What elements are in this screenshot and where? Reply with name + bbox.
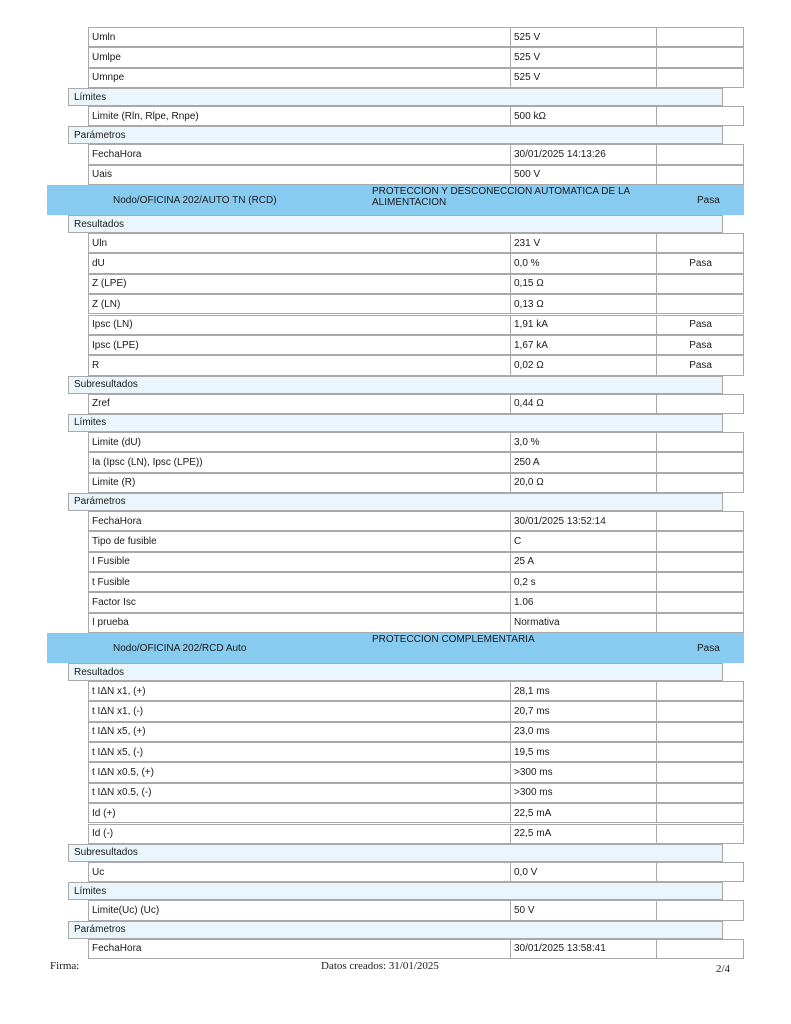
row-status [656, 803, 744, 823]
section-heading: Subresultados [68, 376, 723, 394]
signature-label: Firma: [50, 960, 80, 972]
row-status [656, 47, 744, 67]
row-label: t IΔN x0.5, (-) [88, 783, 511, 803]
row-status [656, 452, 744, 472]
test-result: Pasa [697, 642, 720, 654]
row-label: Uln [88, 233, 511, 253]
created-date: Datos creados: 31/01/2025 [321, 960, 439, 972]
section-heading: Parámetros [68, 921, 723, 939]
row-value: 500 kΩ [510, 106, 657, 126]
row-status [656, 701, 744, 721]
row-value: 0,0 V [510, 862, 657, 882]
row-value: 0,0 % [510, 253, 657, 273]
row-value: 23,0 ms [510, 722, 657, 742]
row-value: 231 V [510, 233, 657, 253]
row-label: Umnpe [88, 68, 511, 88]
row-value: 525 V [510, 27, 657, 47]
row-status [656, 432, 744, 452]
table-row [0, 274, 791, 294]
table-row [0, 701, 791, 721]
page-number: 2/4 [716, 963, 731, 975]
section-heading: Parámetros [68, 126, 723, 144]
row-status: Pasa [656, 315, 744, 335]
row-label: Uais [88, 165, 511, 185]
table-row [0, 253, 791, 273]
row-label: Limite (R) [88, 473, 511, 493]
table-row [0, 592, 791, 612]
table-row [0, 452, 791, 472]
table-row [0, 294, 791, 314]
row-label: Z (LN) [88, 294, 511, 314]
row-label: Zref [88, 394, 511, 414]
row-status [656, 511, 744, 531]
row-value: 250 A [510, 452, 657, 472]
row-value: 525 V [510, 68, 657, 88]
row-label: t IΔN x0.5, (+) [88, 762, 511, 782]
table-row [0, 144, 791, 164]
row-label: I prueba [88, 613, 511, 633]
table-row [0, 394, 791, 414]
row-status [656, 68, 744, 88]
row-value: >300 ms [510, 783, 657, 803]
table-row [0, 572, 791, 592]
row-value: 28,1 ms [510, 681, 657, 701]
row-label: t IΔN x1, (-) [88, 701, 511, 721]
row-label: Umln [88, 27, 511, 47]
row-label: Limite (Rln, Rlpe, Rnpe) [88, 106, 511, 126]
row-label: FechaHora [88, 144, 511, 164]
table-row [0, 742, 791, 762]
row-status [656, 862, 744, 882]
row-status [656, 531, 744, 551]
table-row [0, 511, 791, 531]
table-row [0, 335, 791, 355]
row-status [656, 762, 744, 782]
row-value: 20,0 Ω [510, 473, 657, 493]
section-heading: Límites [68, 88, 723, 106]
table-row [0, 803, 791, 823]
table-row [0, 862, 791, 882]
row-status [656, 106, 744, 126]
section-heading: Subresultados [68, 844, 723, 862]
row-label: dU [88, 253, 511, 273]
row-value: 525 V [510, 47, 657, 67]
row-status: Pasa [656, 355, 744, 375]
row-status [656, 572, 744, 592]
row-label: Umlpe [88, 47, 511, 67]
row-label: Id (-) [88, 824, 511, 844]
row-label: Uc [88, 862, 511, 882]
table-row [0, 722, 791, 742]
table-row [0, 27, 791, 47]
row-status [656, 681, 744, 701]
row-value: 1,67 kA [510, 335, 657, 355]
row-value: 50 V [510, 900, 657, 920]
row-label: FechaHora [88, 511, 511, 531]
row-value: 0,15 Ω [510, 274, 657, 294]
row-label: Limite(Uc) (Uc) [88, 900, 511, 920]
table-row [0, 432, 791, 452]
row-value: 22,5 mA [510, 824, 657, 844]
row-value: C [510, 531, 657, 551]
table-row [0, 824, 791, 844]
row-status [656, 473, 744, 493]
row-status [656, 592, 744, 612]
row-value: 3,0 % [510, 432, 657, 452]
row-status [656, 900, 744, 920]
row-label: R [88, 355, 511, 375]
test-node: Nodo/OFICINA 202/RCD Auto [113, 642, 247, 654]
table-row [0, 473, 791, 493]
section-heading: Resultados [68, 663, 723, 681]
row-status [656, 613, 744, 633]
row-label: t IΔN x1, (+) [88, 681, 511, 701]
table-row [0, 531, 791, 551]
row-value: 0,13 Ω [510, 294, 657, 314]
table-row [0, 68, 791, 88]
section-heading: Parámetros [68, 493, 723, 511]
row-status [656, 294, 744, 314]
row-value: 25 A [510, 552, 657, 572]
row-label: Z (LPE) [88, 274, 511, 294]
row-value: 0,44 Ω [510, 394, 657, 414]
test-result: Pasa [697, 194, 720, 206]
row-status [656, 552, 744, 572]
row-value: >300 ms [510, 762, 657, 782]
row-label: I Fusible [88, 552, 511, 572]
row-label: t Fusible [88, 572, 511, 592]
row-value: Normativa [510, 613, 657, 633]
row-status [656, 233, 744, 253]
table-row [0, 900, 791, 920]
table-row [0, 762, 791, 782]
row-status: Pasa [656, 253, 744, 273]
row-status [656, 939, 744, 959]
test-node: Nodo/OFICINA 202/AUTO TN (RCD) [113, 194, 277, 206]
row-label: Ipsc (LN) [88, 315, 511, 335]
row-status [656, 274, 744, 294]
row-status [656, 742, 744, 762]
test-name: PROTECCION COMPLEMENTARIA [372, 634, 535, 646]
table-row [0, 106, 791, 126]
row-value: 30/01/2025 13:58:41 [510, 939, 657, 959]
row-label: Ia (Ipsc (LN), Ipsc (LPE)) [88, 452, 511, 472]
table-row [0, 939, 791, 959]
section-heading: Límites [68, 414, 723, 432]
row-label: Id (+) [88, 803, 511, 823]
row-value: 0,02 Ω [510, 355, 657, 375]
row-label: Factor Isc [88, 592, 511, 612]
test-header [47, 185, 744, 215]
row-label: Tipo de fusible [88, 531, 511, 551]
table-row [0, 613, 791, 633]
row-status [656, 144, 744, 164]
row-value: 20,7 ms [510, 701, 657, 721]
row-status [656, 783, 744, 803]
section-heading: Límites [68, 882, 723, 900]
table-row [0, 783, 791, 803]
table-row [0, 681, 791, 701]
row-status [656, 27, 744, 47]
row-label: FechaHora [88, 939, 511, 959]
row-value: 19,5 ms [510, 742, 657, 762]
table-row [0, 47, 791, 67]
row-status [656, 394, 744, 414]
row-value: 22,5 mA [510, 803, 657, 823]
row-status [656, 165, 744, 185]
row-status [656, 722, 744, 742]
test-name: PROTECCION Y DESCONECCION AUTOMATICA DE LA ALIMENTACION [372, 186, 630, 209]
row-value: 1,91 kA [510, 315, 657, 335]
row-status [656, 824, 744, 844]
table-row [0, 315, 791, 335]
row-label: t IΔN x5, (-) [88, 742, 511, 762]
row-value: 500 V [510, 165, 657, 185]
row-label: t IΔN x5, (+) [88, 722, 511, 742]
row-label: Ipsc (LPE) [88, 335, 511, 355]
table-row [0, 165, 791, 185]
row-status: Pasa [656, 335, 744, 355]
row-value: 1.06 [510, 592, 657, 612]
table-row [0, 233, 791, 253]
row-label: Limite (dU) [88, 432, 511, 452]
table-row [0, 355, 791, 375]
section-heading: Resultados [68, 215, 723, 233]
test-header [47, 633, 744, 663]
row-value: 30/01/2025 13:52:14 [510, 511, 657, 531]
row-value: 0,2 s [510, 572, 657, 592]
table-row [0, 552, 791, 572]
row-value: 30/01/2025 14:13:26 [510, 144, 657, 164]
